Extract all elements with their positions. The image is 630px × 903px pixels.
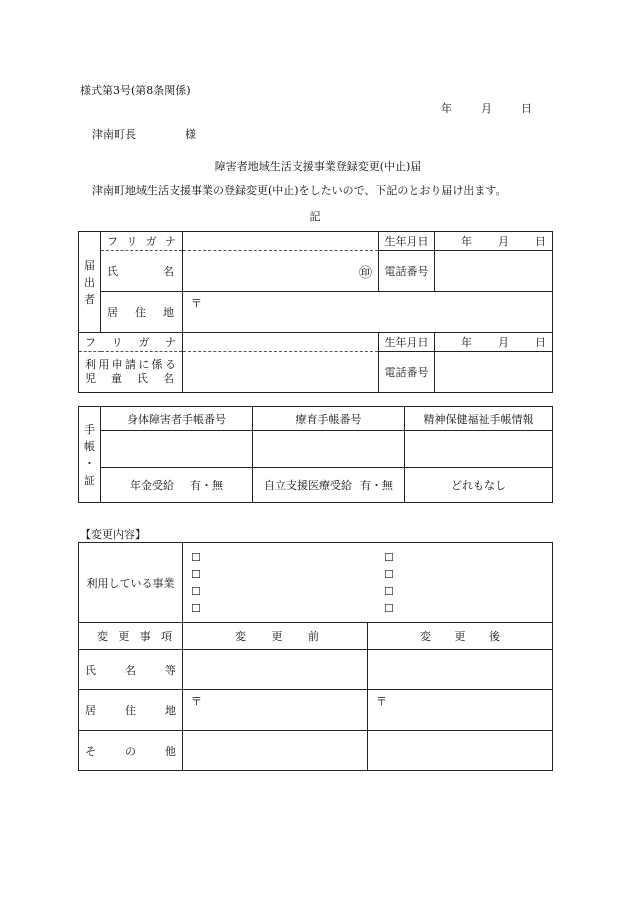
changes-heading: 【変更内容】 xyxy=(80,528,146,541)
address-label xyxy=(101,292,183,333)
child-furigana-input[interactable] xyxy=(183,333,379,352)
label-char: そ xyxy=(85,744,96,758)
label-char: 等 xyxy=(165,663,176,677)
label-char: 居 xyxy=(107,306,118,319)
child-name-label xyxy=(79,352,183,393)
service-checkbox[interactable]: ☐ xyxy=(191,567,201,581)
services-checklist xyxy=(183,543,553,623)
header-char: 更 xyxy=(271,630,283,643)
header-char: 事 xyxy=(139,630,151,643)
ki-label: 記 xyxy=(309,210,321,223)
service-checkbox[interactable]: ☐ xyxy=(191,584,201,598)
service-checkbox[interactable]: ☐ xyxy=(191,550,201,564)
address-input[interactable] xyxy=(183,292,553,333)
label-char: 係 xyxy=(151,358,163,371)
child-birth-label: 生年月日 xyxy=(379,333,435,352)
none-option[interactable]: どれもなし xyxy=(405,468,553,503)
label-char: 児 xyxy=(85,372,96,385)
label-char: 氏 xyxy=(85,663,96,677)
section-label-char: 帳 xyxy=(84,439,95,453)
row-other-label xyxy=(79,731,183,771)
furigana-input[interactable] xyxy=(183,232,379,251)
rehab-cert-input[interactable] xyxy=(253,431,405,468)
date-day: 日 xyxy=(521,102,532,115)
postal-mark-icon: 〒 xyxy=(191,695,202,708)
label-char: 地 xyxy=(163,306,174,319)
label-char: 請 xyxy=(124,358,136,371)
name-input[interactable] xyxy=(183,251,379,292)
label-char: ナ xyxy=(164,235,176,248)
label-char: ガ xyxy=(138,336,150,349)
name-before-input[interactable] xyxy=(183,650,368,690)
name-label xyxy=(101,251,183,292)
child-name-input[interactable] xyxy=(183,352,379,393)
label-char: 利 xyxy=(85,358,96,371)
row-name-label xyxy=(79,650,183,690)
label-char: 住 xyxy=(125,704,136,717)
birth-date-field[interactable]: 年 月 日 xyxy=(435,232,553,251)
changes-table xyxy=(78,542,553,771)
label-char: る xyxy=(164,358,176,371)
section-label-char: 届 xyxy=(84,258,95,272)
form-number: 様式第3号(第8条関係) xyxy=(80,84,191,97)
physical-cert-header: 身体障害者手帳番号 xyxy=(101,407,253,431)
certificate-section-label xyxy=(79,407,101,503)
label-char: フ xyxy=(107,235,118,248)
header-char: 変 xyxy=(420,630,431,643)
postal-mark-icon: 〒 xyxy=(376,695,387,708)
header-char: 更 xyxy=(118,630,130,643)
address-before-input[interactable] xyxy=(183,690,368,731)
applicant-table xyxy=(78,231,553,393)
service-checkbox[interactable]: ☐ xyxy=(384,550,394,564)
address-after-input[interactable] xyxy=(368,690,553,731)
label-char: 氏 xyxy=(107,265,118,278)
rehab-cert-header: 療育手帳番号 xyxy=(253,407,405,431)
section-label-char: 者 xyxy=(84,292,95,306)
date-month: 月 xyxy=(481,102,492,115)
label-char: 他 xyxy=(165,744,176,758)
child-phone-input[interactable] xyxy=(435,352,553,393)
service-checkbox[interactable]: ☐ xyxy=(191,601,201,615)
label-char: 氏 xyxy=(137,372,148,385)
label-char: ナ xyxy=(164,336,176,349)
section-label-char: ・ xyxy=(84,456,95,470)
header-char: 前 xyxy=(308,630,319,643)
col-item-header xyxy=(79,623,183,650)
label-char: 童 xyxy=(111,372,122,385)
label-char: 用 xyxy=(98,358,110,371)
child-furigana-label xyxy=(79,333,183,352)
seal-icon: ㊞ xyxy=(358,265,372,281)
label-char: フ xyxy=(85,336,96,349)
child-phone-label: 電話番号 xyxy=(379,352,435,393)
row-address-label xyxy=(79,690,183,731)
name-after-input[interactable] xyxy=(368,650,553,690)
label-char: の xyxy=(125,744,136,758)
birth-label: 生年月日 xyxy=(379,232,435,251)
header-char: 変 xyxy=(235,630,246,643)
label-char: 名 xyxy=(163,372,174,385)
col-after-header xyxy=(368,623,553,650)
mental-cert-header: 精神保健福祉手帳情報 xyxy=(405,407,553,431)
medical-field[interactable]: 自立支援医療受給 有・無 xyxy=(253,468,405,503)
phone-input[interactable] xyxy=(435,251,553,292)
label-char: 名 xyxy=(163,265,174,278)
service-checkbox[interactable]: ☐ xyxy=(384,584,394,598)
postal-mark-icon: 〒 xyxy=(191,297,202,310)
other-after-input[interactable] xyxy=(368,731,553,771)
label-char: に xyxy=(138,358,150,371)
service-checkbox[interactable]: ☐ xyxy=(384,601,394,615)
label-char: 申 xyxy=(111,358,123,371)
label-char: ガ xyxy=(145,235,157,248)
phone-label: 電話番号 xyxy=(379,251,435,292)
other-before-input[interactable] xyxy=(183,731,368,771)
pension-field[interactable]: 年金受給 有・無 xyxy=(101,468,253,503)
col-before-header xyxy=(183,623,368,650)
header-char: 変 xyxy=(97,630,108,643)
section-label-char: 手 xyxy=(84,422,95,436)
label-char: 住 xyxy=(135,306,146,319)
section-label-char: 証 xyxy=(84,473,95,487)
addressee: 津南町長 xyxy=(92,128,136,141)
intro-text: 津南町地域生活支援事業の登録変更(中止)をしたいので、下記のとおり届け出ます。 xyxy=(92,184,507,197)
mental-cert-input[interactable] xyxy=(405,431,553,468)
header-char: 項 xyxy=(160,630,172,643)
label-char: 地 xyxy=(165,704,176,717)
physical-cert-input[interactable] xyxy=(101,431,253,468)
furigana-label xyxy=(101,232,183,251)
addressee-honorific: 様 xyxy=(185,128,196,141)
services-label: 利用している事業 xyxy=(79,543,183,623)
header-char: 後 xyxy=(489,630,500,643)
form-title: 障害者地域生活支援事業登録変更(中止)届 xyxy=(214,160,422,173)
date-year: 年 xyxy=(441,102,452,115)
section-label-char: 出 xyxy=(84,275,95,289)
label-char: 居 xyxy=(85,704,96,717)
label-char: リ xyxy=(111,336,123,349)
header-char: 更 xyxy=(454,630,466,643)
certificate-table xyxy=(78,406,553,503)
applicant-section-label xyxy=(79,232,101,333)
service-checkbox[interactable]: ☐ xyxy=(384,567,394,581)
header-date xyxy=(441,100,532,116)
label-char: 名 xyxy=(125,663,136,677)
label-char: リ xyxy=(126,235,138,248)
child-birth-date-field[interactable]: 年 月 日 xyxy=(435,333,553,352)
